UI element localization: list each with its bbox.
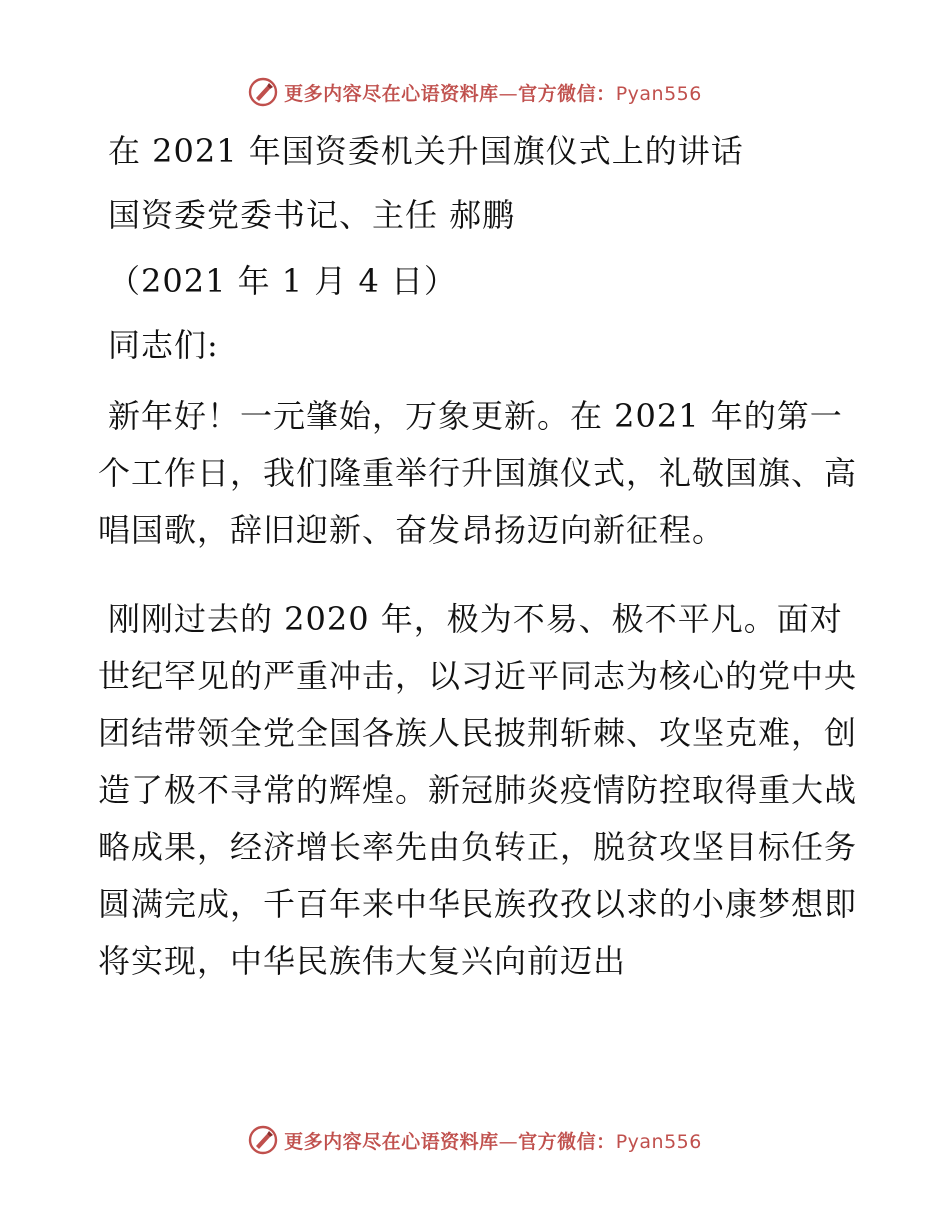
paragraph-2: 刚刚过去的 2020 年，极为不易、极不平凡。面对世纪罕见的严重冲击，以习近平同志为核心的党中央团结带领全党全国各族人民披荆斩棘、攻坚克难，创造了极不寻常的辉煌。新冠肺炎疫情防控取得重大战略成果，经济增长率先由负转正，脱贫攻坚目标任务圆满完成，千百年来中华民族孜孜以求的小康梦想即将实现，中华民族伟大复兴向前迈出 <box>98 600 858 980</box>
watermark-contact-id: Pyan556 <box>615 82 702 105</box>
paragraph-1: 新年好！一元肇始，万象更新。在 2021 年的第一个工作日，我们隆重举行升国旗仪式，礼敬国旗、高唱国歌，辞旧迎新、奋发昂扬迈向新征程。 <box>98 397 858 549</box>
watermark-text <box>284 79 702 106</box>
watermark-brand: 更多内容尽在心语资料库 <box>284 82 499 105</box>
watermark-contact-id: Pyan556 <box>615 1130 702 1153</box>
watermark-separator: — <box>498 82 519 105</box>
pen-logo-icon <box>248 77 278 107</box>
document-date: （2021 年 1 月 4 日） <box>108 262 458 300</box>
document-title: 在 2021 年国资委机关升国旗仪式上的讲话 <box>108 132 744 170</box>
document-author: 国资委党委书记、主任 郝鹏 <box>108 196 516 234</box>
watermark-separator: — <box>498 1130 519 1153</box>
watermark-footer <box>0 1120 950 1160</box>
watermark-brand: 更多内容尽在心语资料库 <box>284 1130 499 1153</box>
watermark-header <box>0 72 950 112</box>
watermark-contact-label: 官方微信： <box>518 1130 616 1153</box>
document-greeting: 同志们: <box>108 326 219 364</box>
watermark-contact-label: 官方微信： <box>518 82 616 105</box>
watermark-text <box>284 1127 702 1154</box>
document-body <box>98 120 858 1022</box>
pen-logo-icon <box>248 1125 278 1155</box>
